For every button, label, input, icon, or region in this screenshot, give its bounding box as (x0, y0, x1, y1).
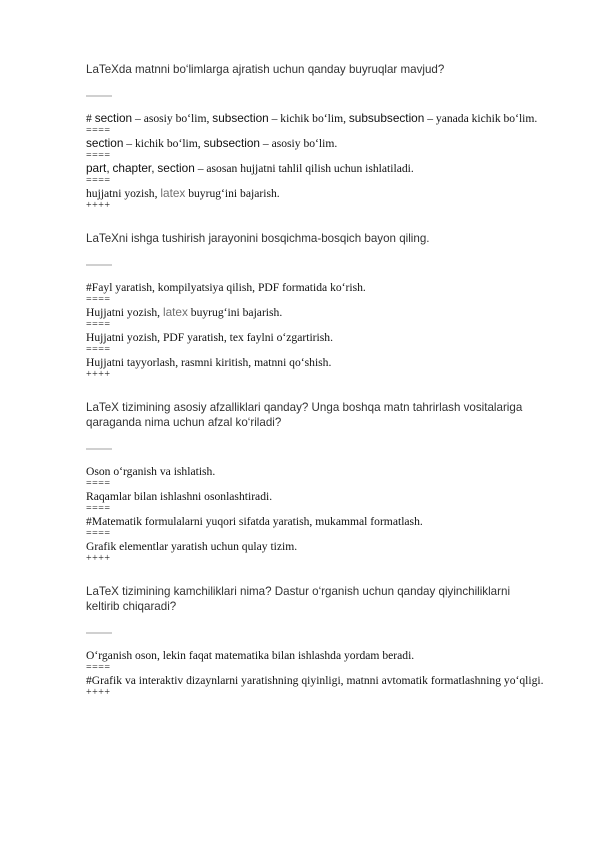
command-keyword: subsubsection (348, 111, 425, 125)
end-marker: ++++ (86, 553, 111, 564)
question-text: LaTeX tizimining asosiy afzalliklari qanday? Unga boshqa matn tahrirlash vositalariga qaraganda nima uchun afzal ko‘riladi? (86, 401, 523, 429)
option-text: Hujjatni tayyorlash, rasmni kiritish, matnni qo‘shish. (86, 356, 332, 369)
option-separator: ==== (86, 294, 111, 305)
option-separator: ==== (86, 503, 111, 514)
option-text: Hujjatni yozish, PDF yaratish, tex faylni o‘zgartirish. (86, 331, 333, 344)
question-block (86, 231, 546, 381)
question-separator-line (86, 264, 112, 266)
answer-option (86, 137, 546, 150)
option-text: – kichik bo‘lim, (123, 137, 204, 150)
answer-option (86, 515, 546, 528)
option-separator: ==== (86, 175, 111, 186)
command-keyword: chapter, (112, 161, 155, 175)
option-text: Grafik elementlar yaratish uchun qulay tizim. (86, 540, 298, 553)
option-text: #Fayl yaratish, kompilyatsiya qilish, PDF formatida ko‘rish. (86, 281, 366, 294)
answer-options (86, 649, 546, 699)
answer-option (86, 540, 546, 553)
question-separator-line (86, 632, 112, 634)
option-text: hujjatni yozish, (86, 187, 161, 200)
option-text: O‘rganish oson, lekin faqat matematika bilan ishlashda yordam beradi. (86, 649, 415, 662)
option-separator: ==== (86, 150, 111, 161)
option-text: #Grafik va interaktiv dizaynlarni yaratishning qiyinligi, matnni avtomatik formatlashning yo‘qligi. (86, 674, 544, 687)
option-text: – kichik bo‘lim, (268, 112, 349, 125)
answer-option (86, 649, 546, 662)
question-block (86, 584, 546, 699)
option-text: #Matematik formulalarni yuqori sifatda yaratish, mukammal formatlash. (86, 515, 423, 528)
answer-option (86, 674, 546, 687)
answer-option (86, 331, 546, 344)
option-text: – asosiy bo‘lim, (132, 112, 213, 125)
answer-option (86, 490, 546, 503)
command-keyword: part, (86, 161, 110, 175)
answer-options (86, 112, 546, 212)
answer-options (86, 281, 546, 381)
answer-option (86, 356, 546, 369)
option-separator: ==== (86, 528, 111, 539)
answer-option (86, 306, 546, 319)
question-text: LaTeX tizimining kamchiliklari nima? Dastur o‘rganish uchun qanday qiyinchiliklarni keltirib chiqaradi? (86, 585, 511, 613)
question-text: LaTeXda matnni bo‘limlarga ajratish uchun qanday buyruqlar mavjud? (86, 63, 445, 76)
option-text: buyrug‘ini bajarish. (187, 306, 283, 319)
command-keyword: section (94, 111, 133, 125)
command-keyword: subsection (212, 111, 269, 125)
option-separator: ==== (86, 319, 111, 330)
answer-options (86, 465, 546, 565)
command-keyword: latex (160, 186, 186, 200)
question-block (86, 62, 546, 212)
option-text: Raqamlar bilan ishlashni osonlashtiradi. (86, 490, 273, 503)
end-marker: ++++ (86, 200, 111, 211)
command-keyword: latex (162, 305, 188, 319)
command-keyword: section (157, 161, 195, 175)
question-text: LaTeXni ishga tushirish jarayonini bosqichma-bosqich bayon qiling. (86, 232, 430, 245)
question-separator-line (86, 448, 112, 450)
option-separator: ==== (86, 344, 111, 355)
answer-option (86, 465, 546, 478)
answer-option (86, 112, 546, 125)
option-text: Oson o‘rganish va ishlatish. (86, 465, 216, 478)
command-keyword: subsection (203, 136, 260, 150)
option-separator: ==== (86, 662, 111, 673)
option-text: – asosiy bo‘lim. (259, 137, 338, 150)
option-text: buyrug‘ini bajarish. (185, 187, 280, 200)
option-text: – yanada kichik bo‘lim. (424, 112, 538, 125)
answer-option (86, 281, 546, 294)
option-separator: ==== (86, 125, 111, 136)
option-text: Hujjatni yozish, (86, 306, 163, 319)
option-separator: ==== (86, 478, 111, 489)
answer-option (86, 187, 546, 200)
end-marker: ++++ (86, 369, 111, 380)
option-text: # (86, 112, 95, 125)
answer-option (86, 162, 546, 175)
test-questions (86, 62, 546, 718)
question-block (86, 400, 546, 565)
command-keyword: section (86, 136, 124, 150)
option-text: – asosan hujjatni tahlil qilish uchun ishlatiladi. (194, 162, 414, 175)
end-marker: ++++ (86, 687, 111, 698)
question-separator-line (86, 95, 112, 97)
